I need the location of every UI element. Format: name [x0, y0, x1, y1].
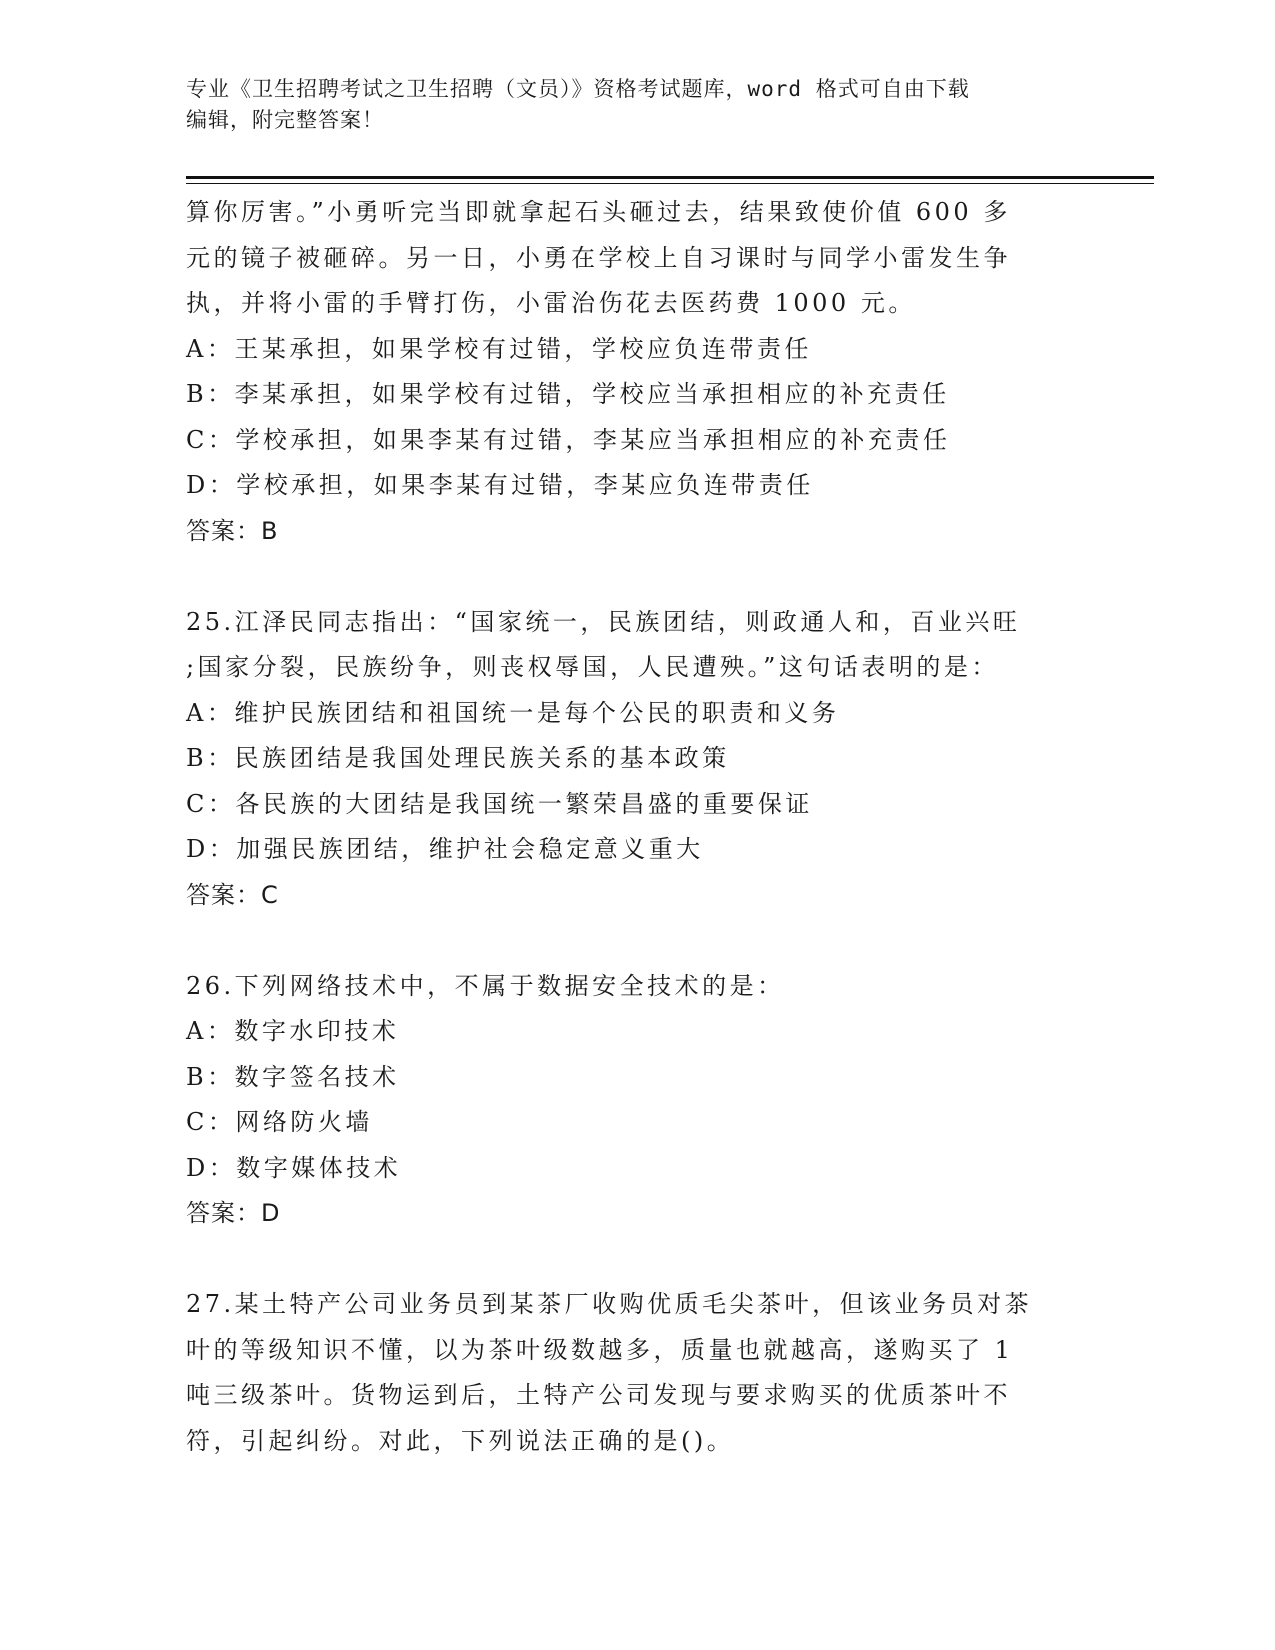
question-24 [186, 190, 1076, 554]
option-b: B：李某承担，如果学校有过错，学校应当承担相应的补充责任 [186, 380, 950, 408]
question-stem-line: ;国家分裂，民族纷争，则丧权辱国，人民遭殃。”这句话表明的是： [186, 653, 999, 681]
question-stem-line: 执，并将小雷的手臂打伤，小雷治伤花去医药费 1000 元。 [186, 289, 916, 317]
question-stem-line: 25.江泽民同志指出：“国家统一，民族团结，则政通人和，百业兴旺 [186, 607, 1021, 636]
option-b: B：数字签名技术 [186, 1062, 400, 1091]
document-header [186, 74, 1066, 136]
question-27 [186, 1282, 1076, 1464]
question-stem-line: 27.某土特产公司业务员到某茶厂收购优质毛尖茶叶，但该业务员对茶 [186, 1290, 1033, 1318]
question-stem-line: 26.下列网络技术中，不属于数据安全技术的是： [186, 971, 785, 1000]
question-stem-line: 算你厉害。”小勇听完当即就拿起石头砸过去，结果致使价值 600 多 [186, 198, 1011, 226]
answer: 答案：C [186, 880, 279, 909]
header-line: 编辑，附完整答案！ [186, 108, 384, 132]
option-a: A：数字水印技术 [186, 1017, 400, 1045]
question-stem-line: 符，引起纠纷。对此，下列说法正确的是()。 [186, 1426, 735, 1455]
question-stem-line: 吨三级茶叶。货物运到后，土特产公司发现与要求购买的优质茶叶不 [186, 1381, 1011, 1409]
answer: 答案：B [186, 516, 279, 545]
option-d: D：数字媒体技术 [186, 1153, 402, 1182]
question-26 [186, 964, 1076, 1237]
question-list [186, 190, 1076, 1464]
option-b: B：民族团结是我国处理民族关系的基本政策 [186, 744, 730, 772]
option-c: C：学校承担，如果李某有过错，李某应当承担相应的补充责任 [186, 425, 951, 454]
header-divider-thick [186, 176, 1154, 179]
option-d: D：学校承担，如果李某有过错，李某应负连带责任 [186, 471, 814, 499]
option-c: C：网络防火墙 [186, 1108, 373, 1136]
header-line: 专业《卫生招聘考试之卫生招聘（文员）》资格考试题库，word 格式可自由下载 [186, 77, 970, 101]
option-a: A：王某承担，如果学校有过错，学校应负连带责任 [186, 334, 812, 363]
header-divider-thin [186, 183, 1154, 184]
question-stem-line: 叶的等级知识不懂，以为茶叶级数越多，质量也就越高，遂购买了 1 [186, 1335, 1014, 1364]
option-c: C：各民族的大团结是我国统一繁荣昌盛的重要保证 [186, 789, 813, 818]
question-25 [186, 600, 1076, 919]
answer: 答案：D [186, 1199, 281, 1227]
question-stem-line: 元的镜子被砸碎。另一日，小勇在学校上自习课时与同学小雷发生争 [186, 243, 1011, 272]
option-a: A：维护民族团结和祖国统一是每个公民的职责和义务 [186, 698, 840, 727]
option-d: D：加强民族团结，维护社会稳定意义重大 [186, 835, 704, 863]
